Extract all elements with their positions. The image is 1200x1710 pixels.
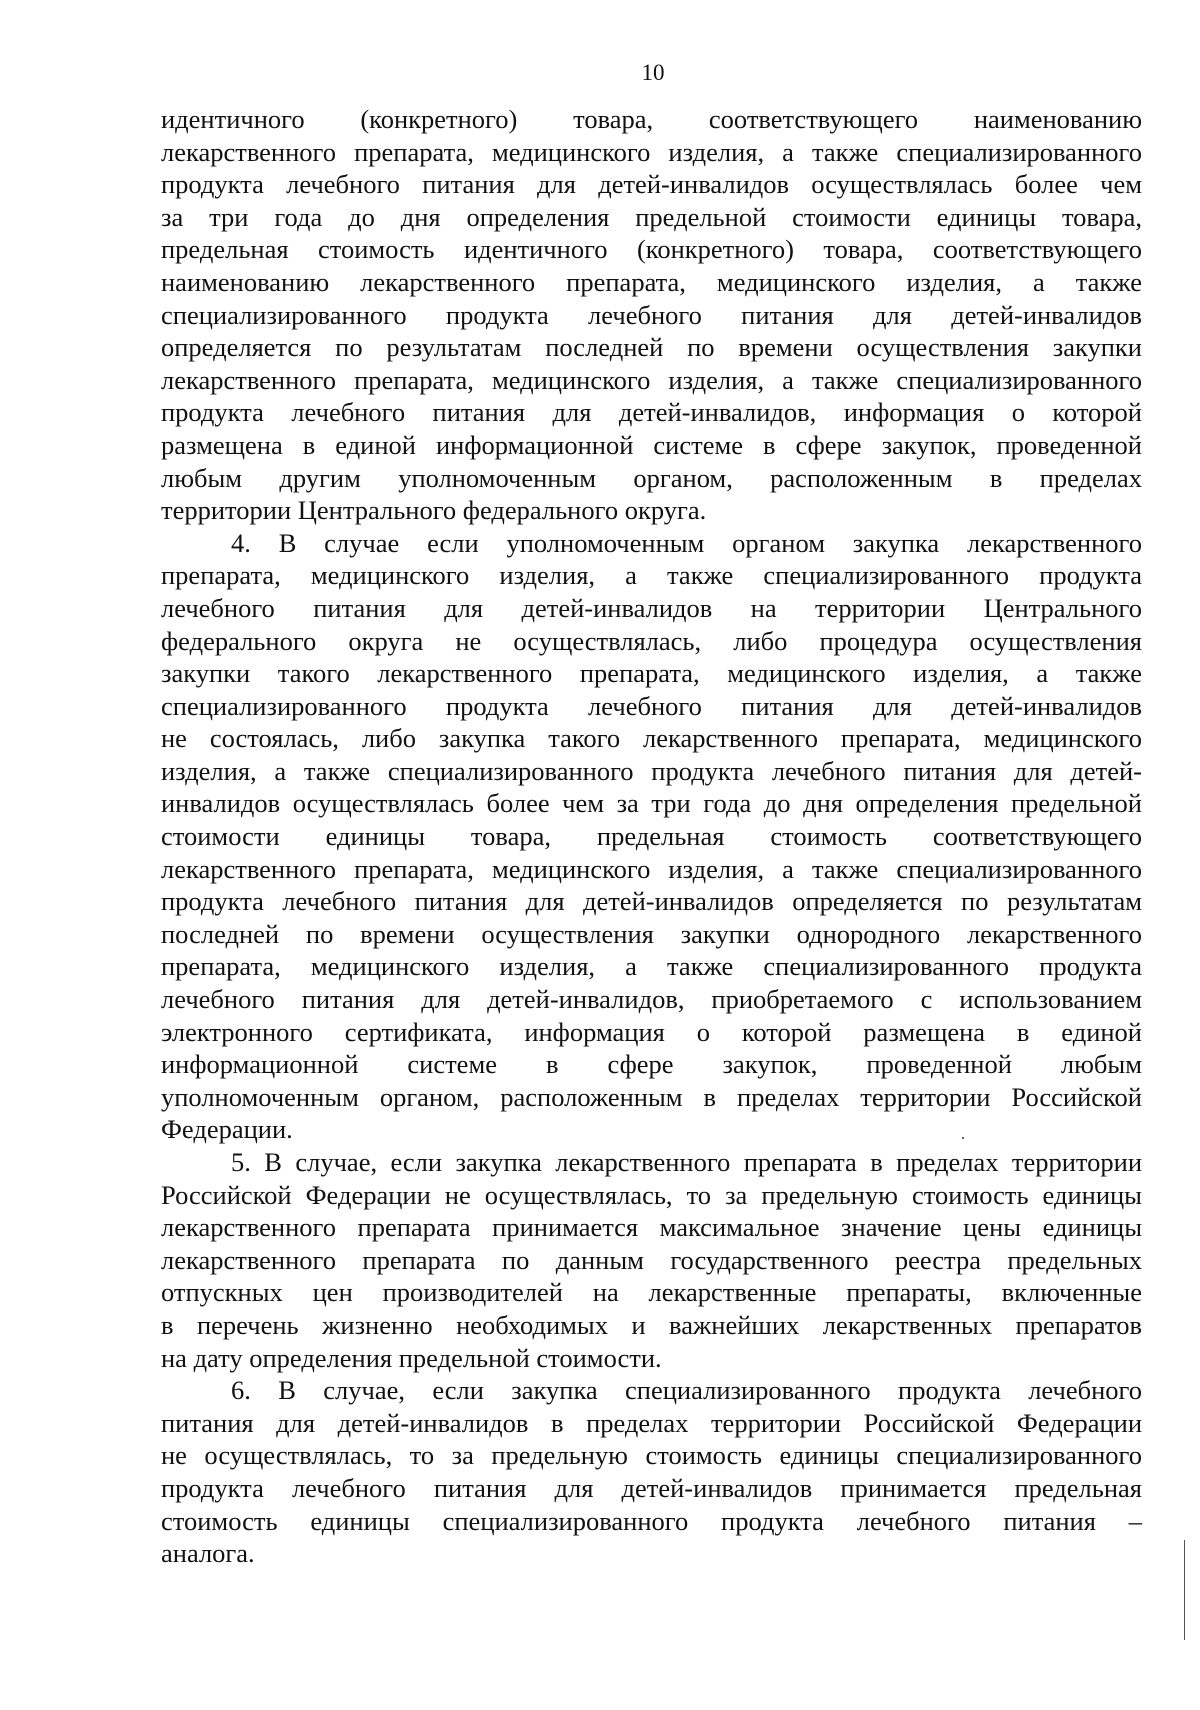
scan-edge-mark: [1184, 1540, 1185, 1640]
text-line: лекарственного препарата по данным государственного реестра предельных: [161, 1244, 1142, 1275]
text-line: любым другим уполномоченным органом, расположенным в пределах: [161, 462, 1142, 493]
text-line: отпускных цен производителей на лекарственные препараты, включенные: [161, 1277, 1142, 1308]
paragraph-3-continuation: [161, 103, 1142, 527]
text-line: продукта лечебного питания для детей-инвалидов определяется по результатам: [161, 886, 1142, 917]
scan-speck: [962, 1137, 964, 1139]
text-line: питания для детей-инвалидов в пределах территории Российской Федерации: [161, 1407, 1142, 1438]
text-line: Российской Федерации не осуществлялась, то за предельную стоимость единицы: [161, 1179, 1142, 1210]
text-line: 6. В случае, если закупка специализированного продукта лечебного: [231, 1375, 1142, 1406]
text-line: 4. В случае если уполномоченным органом закупка лекарственного: [231, 527, 1142, 558]
text-line: электронного сертификата, информация о которой размещена в единой: [161, 1016, 1142, 1047]
paragraph-6: [161, 1374, 1142, 1570]
paragraph-5: [161, 1146, 1142, 1374]
text-line: препарата, медицинского изделия, а также специализированного продукта: [161, 951, 1142, 982]
text-line: идентичного (конкретного) товара, соответствующего наименованию: [161, 104, 1142, 134]
text-line: лечебного питания для детей-инвалидов на территории Центрального: [161, 592, 1142, 623]
text-line: не осуществлялась, то за предельную стоимость единицы специализированного: [161, 1440, 1142, 1471]
text-line: специализированного продукта лечебного питания для детей-инвалидов: [161, 690, 1142, 721]
text-line: стоимости единицы товара, предельная стоимость соответствующего: [161, 821, 1142, 852]
text-line: за три года до дня определения предельной стоимости единицы товара,: [161, 201, 1142, 232]
text-line: изделия, а также специализированного продукта лечебного питания для детей-: [161, 755, 1142, 786]
text-line: закупки такого лекарственного препарата, медицинского изделия, а также: [161, 658, 1142, 689]
text-line: информационной системе в сфере закупок, проведенной любым: [161, 1049, 1142, 1080]
text-line: аналога.: [161, 1538, 255, 1569]
text-line: не состоялась, либо закупка такого лекарственного препарата, медицинского: [161, 723, 1142, 754]
page-number: 10: [641, 60, 665, 85]
text-line: инвалидов осуществлялась более чем за три года до дня определения предельной: [161, 788, 1142, 819]
text-line: федерального округа не осуществлялась, либо процедура осуществления: [161, 625, 1142, 656]
text-line: в перечень жизненно необходимых и важнейших лекарственных препаратов: [161, 1309, 1142, 1340]
text-line: лечебного питания для детей-инвалидов, приобретаемого с использованием: [161, 984, 1142, 1015]
text-line: продукта лечебного питания для детей-инвалидов осуществлялась более чем: [161, 169, 1142, 200]
text-line: лекарственного препарата принимается максимальное значение цены единицы: [161, 1212, 1142, 1243]
text-line: продукта лечебного питания для детей-инвалидов, информация о которой: [161, 397, 1142, 428]
text-line: определяется по результатам последней по времени осуществления закупки: [161, 332, 1142, 363]
text-line: на дату определения предельной стоимости.: [161, 1342, 662, 1373]
text-line: препарата, медицинского изделия, а также специализированного продукта: [161, 560, 1142, 591]
document-body: [161, 103, 1142, 1570]
text-line: лекарственного препарата, медицинского изделия, а также специализированного: [161, 136, 1142, 167]
text-line: уполномоченным органом, расположенным в пределах территории Российской: [161, 1081, 1142, 1112]
text-line: лекарственного препарата, медицинского изделия, а также специализированного: [161, 853, 1142, 884]
text-line: специализированного продукта лечебного питания для детей-инвалидов: [161, 299, 1142, 330]
text-line: Федерации.: [161, 1114, 293, 1145]
paragraph-4: [161, 527, 1142, 1146]
text-line: продукта лечебного питания для детей-инвалидов принимается предельная: [161, 1472, 1142, 1503]
text-line: последней по времени осуществления закупки однородного лекарственного: [161, 918, 1142, 949]
text-line: наименованию лекарственного препарата, медицинского изделия, а также: [161, 266, 1142, 297]
text-line: территории Центрального федерального округа.: [161, 495, 707, 526]
text-line: размещена в единой информационной системе в сфере закупок, проведенной: [161, 429, 1142, 460]
text-line: 5. В случае, если закупка лекарственного препарата в пределах территории: [231, 1147, 1142, 1177]
text-line: стоимость единицы специализированного продукта лечебного питания –: [161, 1505, 1142, 1536]
text-line: лекарственного препарата, медицинского изделия, а также специализированного: [161, 364, 1142, 395]
text-line: предельная стоимость идентичного (конкретного) товара, соответствующего: [161, 234, 1142, 265]
